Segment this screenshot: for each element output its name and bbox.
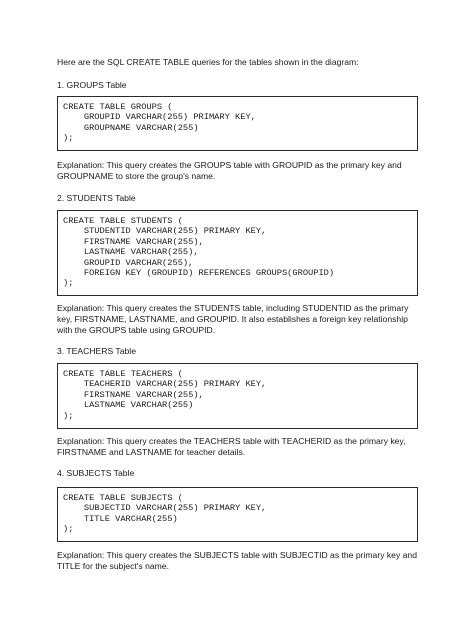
sql-code-subjects: CREATE TABLE SUBJECTS ( SUBJECTID VARCHAR(255) PRIMARY KEY, TITLE VARCHAR(255) ); xyxy=(63,493,267,535)
explanation-groups: Explanation: This query creates the GROUPS table with GROUPID as the primary key and GROUPNAME to store the group's name. xyxy=(57,160,402,182)
code-block-students xyxy=(57,210,418,296)
sql-code-teachers: CREATE TABLE TEACHERS ( TEACHERID VARCHAR(255) PRIMARY KEY, FIRSTNAME VARCHAR(255), LASTNAME VARCHAR(255) ); xyxy=(63,369,267,421)
code-block-teachers xyxy=(57,363,418,429)
code-block-groups xyxy=(57,96,418,151)
section-heading-students: 2. STUDENTS Table xyxy=(57,193,136,203)
explanation-students: Explanation: This query creates the STUDENTS table, including STUDENTID as the primary key, FIRSTNAME, LASTNAME, and GROUPID. It also establishes a foreign key relationship with the GROUPS table using GROUPID. xyxy=(57,303,409,336)
sql-code-groups: CREATE TABLE GROUPS ( GROUPID VARCHAR(255) PRIMARY KEY, GROUPNAME VARCHAR(255) ); xyxy=(63,102,256,144)
explanation-teachers: Explanation: This query creates the TEACHERS table with TEACHERID as the primary key, FIRSTNAME and LASTNAME for teacher details. xyxy=(57,436,406,458)
section-heading-subjects: 4. SUBJECTS Table xyxy=(57,468,135,478)
intro-text: Here are the SQL CREATE TABLE queries for the tables shown in the diagram: xyxy=(57,57,359,67)
section-heading-teachers: 3. TEACHERS Table xyxy=(57,346,136,356)
explanation-subjects: Explanation: This query creates the SUBJECTS table with SUBJECTID as the primary key and TITLE for the subject's name. xyxy=(57,550,417,572)
code-block-subjects xyxy=(57,487,418,542)
section-heading-groups: 1. GROUPS Table xyxy=(57,80,127,90)
sql-code-students: CREATE TABLE STUDENTS ( STUDENTID VARCHAR(255) PRIMARY KEY, FIRSTNAME VARCHAR(255), LASTNAME VARCHAR(255), GROUPID VARCHAR(255), FOREIGN KEY (GROUPID) REFERENCES GROUPS(GROUPID) ); xyxy=(63,216,335,289)
